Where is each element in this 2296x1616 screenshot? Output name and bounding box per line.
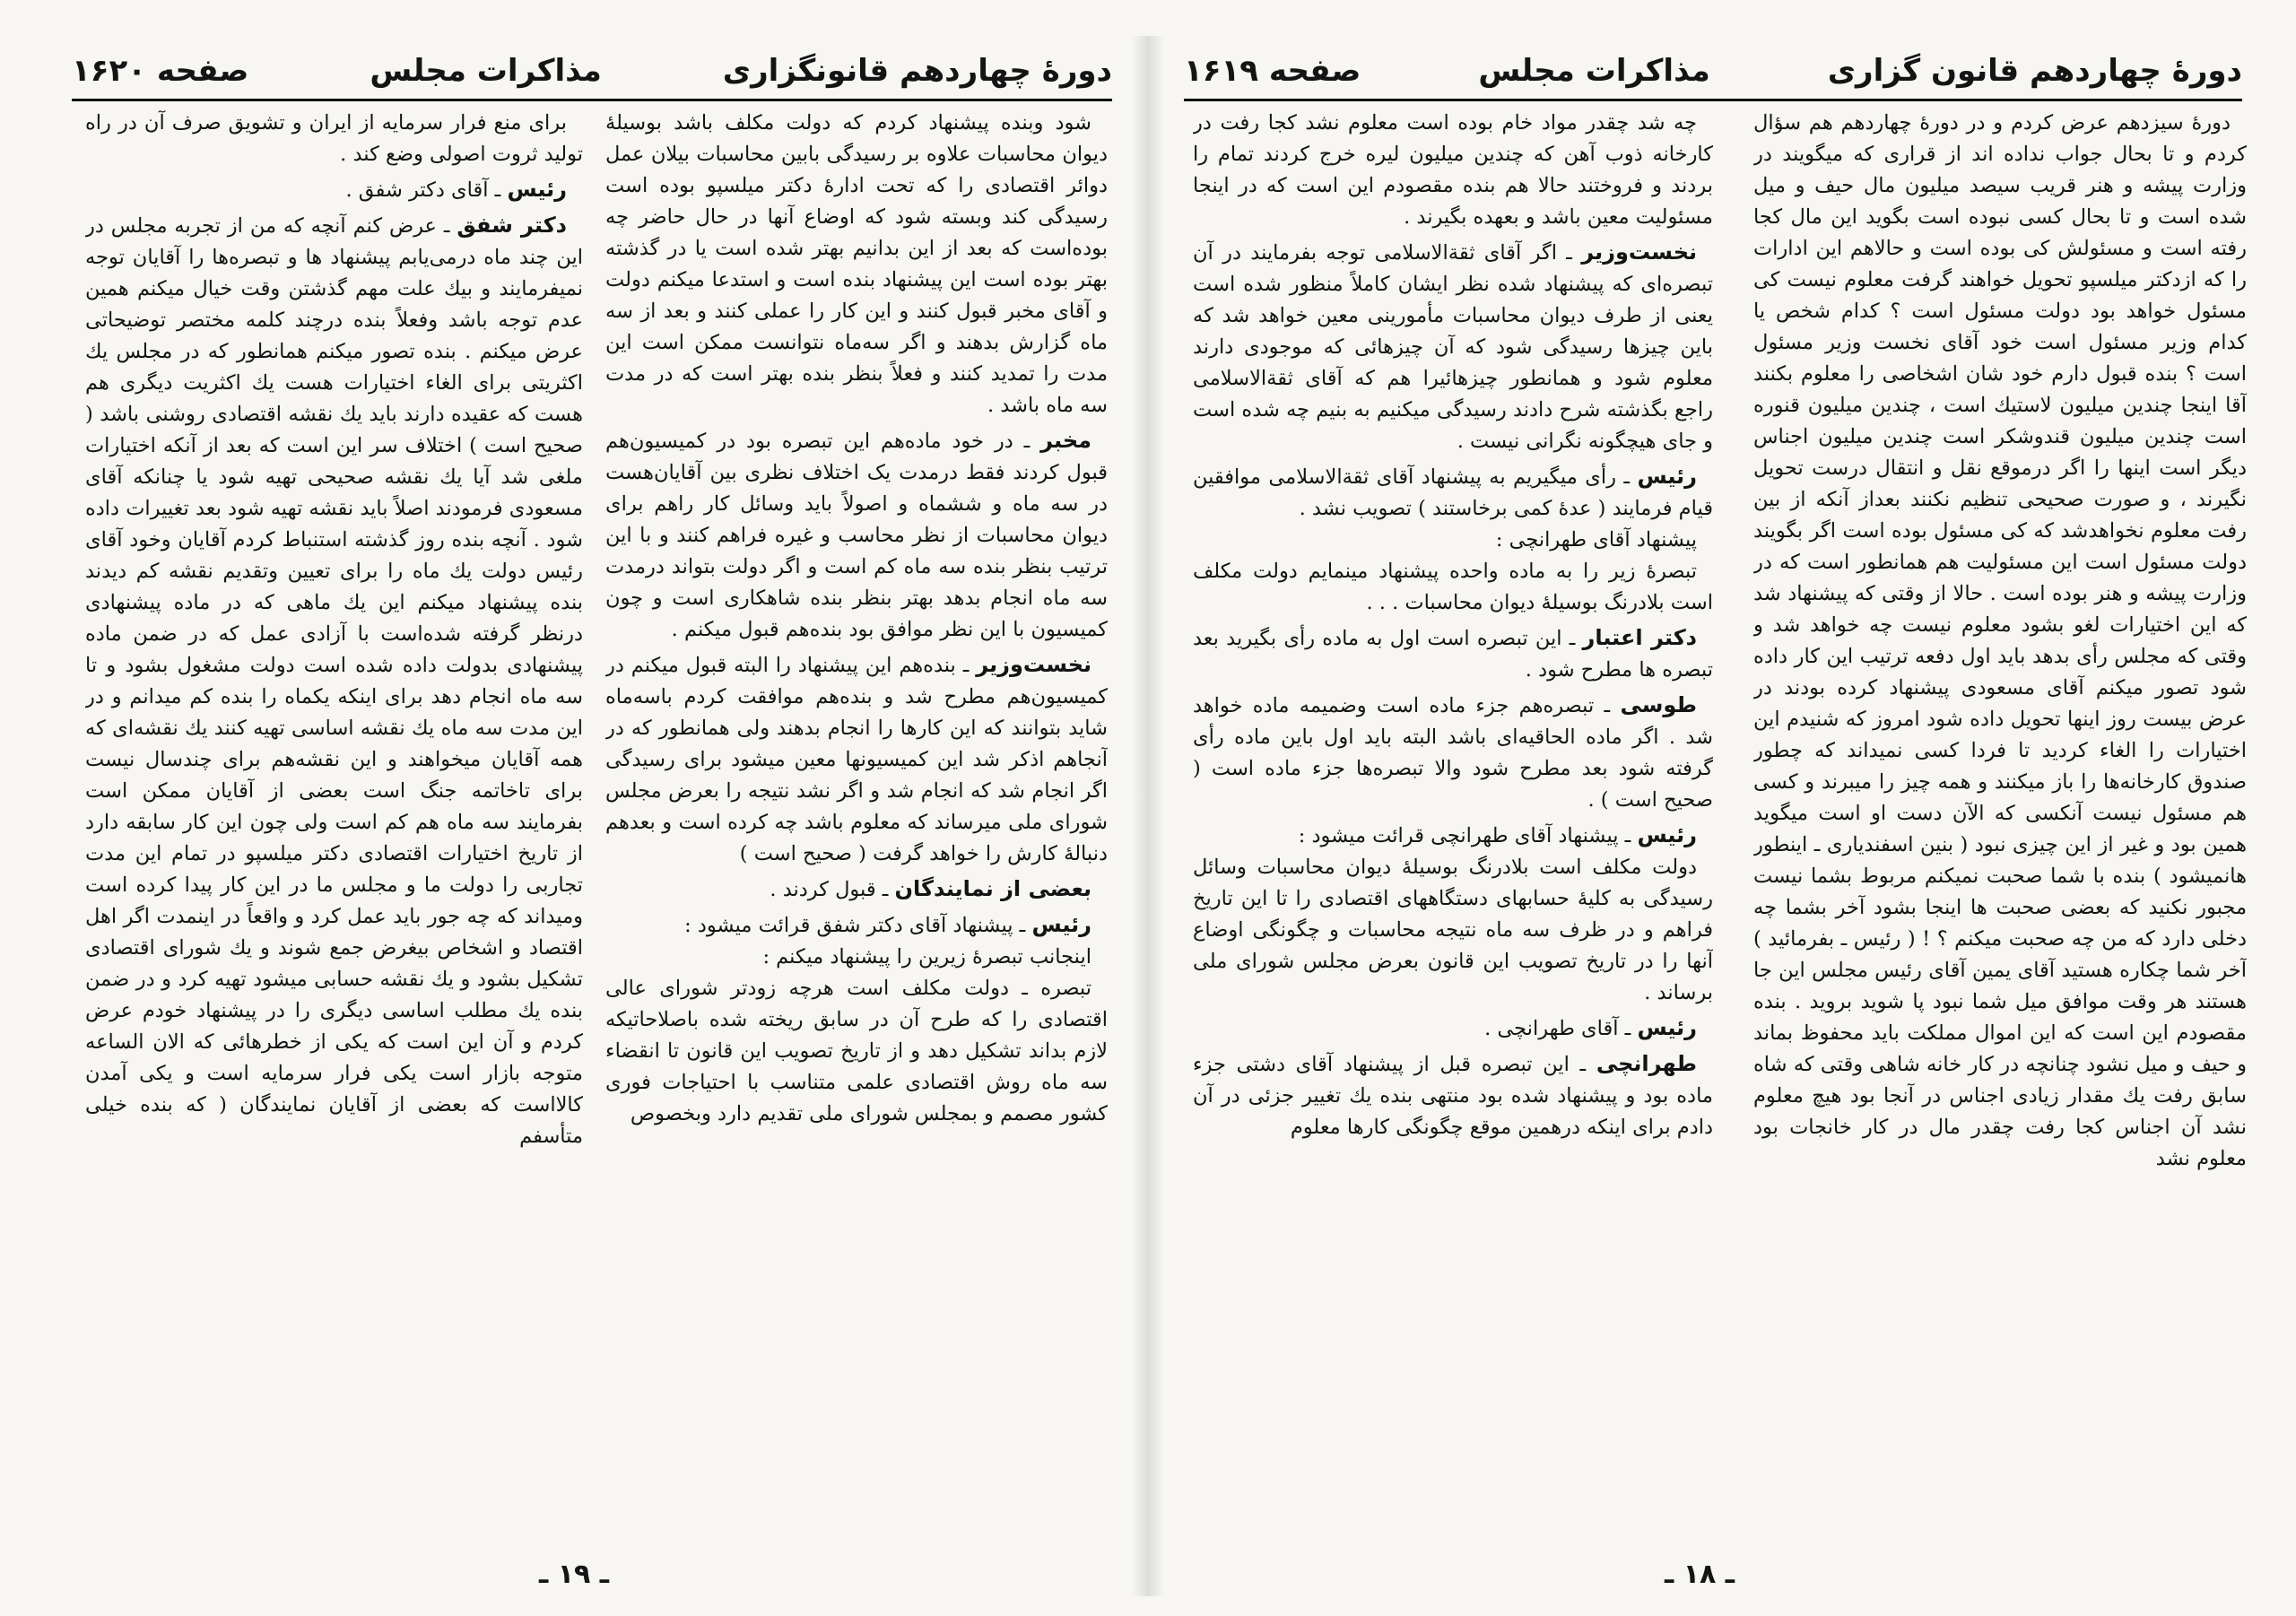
left-page-right-column (605, 108, 1108, 1542)
paragraph (605, 649, 1108, 870)
paragraph (605, 873, 1108, 906)
paragraph (1193, 852, 1713, 1009)
speaker-dash: ـ (1615, 465, 1638, 489)
paragraph (1193, 1048, 1713, 1143)
paragraph-text: اینجانب تبصرهٔ زیرین را پیشنهاد میکنم : (762, 945, 1091, 969)
paragraph-text: پیشنهاد آقای طهرانچی : (1495, 528, 1697, 552)
paragraph-text: عرض کنم آنچه که من از تجربه مجلس در این چند ماه درمی‌یابم پیشنهاد ها و تبصره‌ها را آقایان توجه نمیفرمایند و بیك علت مهم گذشتن وقت خیال میکنم همین عدم توجه باشد وفعلاً بنده درچند کلمه مختصر توضیحاتی عرض میکنم . بنده تصور میکنم همانطور که در مجلس یك اکثریتی برای الغاء اختیارات هست یك اکثریت دیگری هم هست که عقیده دارند باید یك نقشه اقتصادی روشنی باشد ( صحیح است ) اختلاف سر این است که بعد از آنکه اختیارات ملغی شد آیا یك نقشه صحیحی تهیه شود یا چنانکه آقای مسعودی فرمودند اصلاً باید نقشه تهیه شود بعد تغییرات داده شود . آنچه بنده روز گذشته استنباط کردم آقایان وخود آقای رئیس دولت یك ماه را برای تعیین وتقدیم نقشه کم دیدند بنده پیشنهاد میکنم این یك ماهی که در ماده پیشنهادی درنظر گرفته شده‌است با آزادی عمل که در ضمن ماده پیشنهادی بدولت داده شده است دولت مشغول بشود و تا سه ماه انجام دهد برای اینکه یکماه را بنده کم میدانم و در این مدت سه ماه یك نقشه اساسی تهیه کنند یك نقشه‌ای که همه آقایان میخواهند و این نقشه‌هم برای چندسال نیست برای تاخاتمه جنگ است بعضی از آقایان ممکن است بفرمایند سه ماه هم کم است ولی چون این کار سابقه دارد از تاریخ اختیارات اقتصادی دکتر میلسپو در تمام این مدت تجاربی را دولت ما و مجلس ما در این کار پیدا کرده است ومیداند که چه جور باید عمل کرد و واقعاً در اینمدت اگر اهل اقتصاد و اشخاص بیغرض جمع شوند و یك شورای اقتصادی تشکیل بشود و یك نقشه حسابی میشود تهیه کرد و در ضمن بنده یك مطلب اساسی دیگری را در پیشنهاد خودم عرض کردم و آن این است که یکی از خطرهائی که الا‌ن الساعه متوجه بازار است یکی فرار سرمایه است و یکی آمدن کالااست که بعضی از آقایان نمایندگان ( که بنده خیلی متأسفم (85, 214, 583, 1148)
paragraph-text: تبصره ـ دولت مکلف است هرچه زودتر شورای عالی اقتصادی را که طرح آن در سابق ریخته شده باصلاحاتیکه لازم بداند تشکیل دهد و از تاریخ تصویب این قانون تا انقضاء سه ماه روش اقتصادی علمی متناسب با احتیاجات فوری کشور مصمم و بمجلس شورای ملی تقدیم دارد وبخصوص (605, 977, 1108, 1125)
paragraph (1193, 820, 1713, 852)
paragraph-text: در خود ماده‌هم این تبصره بود در کمیسیون‌هم قبول کردند فقط درمدت یک اختلاف نظری بین آقایان‌هست در سه ماه و ششماه و اصولاً باید وسائل کار راهم برای دیوان محاسبات از نظر محاسب و غیره فراهم کنند و با این ترتیب بنظر بنده سه ماه کم است و اگر دولت بتواند درمدت سه ماه انجام بدهد بهتر بنظر بنده شاهکاری است و چون کمیسیون با این نظر موافق بود بنده‌هم قبول میکنم . (605, 430, 1108, 641)
paragraph-text: تبصرهٔ زیر را به ماده واحده پیشنهاد مینمایم دولت مکلف است بلادرنگ بوسیلهٔ دیوان محاسبات . . . (1193, 560, 1713, 614)
right-folio: ـ ۱۸ ـ (1664, 1559, 1735, 1590)
paragraph (1193, 525, 1713, 556)
speaker-dash: ـ (1556, 241, 1582, 265)
speaker-name: مخبر (1040, 428, 1091, 453)
paragraph (1753, 108, 2247, 1175)
speaker-dash: ـ (488, 178, 508, 202)
paragraph (605, 973, 1108, 1130)
speaker-name: نخست‌وزیر (1581, 239, 1698, 265)
paragraph (605, 909, 1108, 942)
speaker-dash: ـ (1618, 824, 1638, 847)
left-session-title: دورهٔ چهاردهم قانونگزاری (722, 53, 1112, 89)
paragraph (1193, 622, 1713, 686)
left-center-title: مذاکرات مجلس (370, 53, 602, 89)
speaker-dash: ـ (955, 654, 977, 677)
paragraph-text: بنده‌هم این پیشنهاد را البته قبول میکنم در کمیسیون‌هم مطرح شد و بنده‌هم موافقت کردم باسه‌ماه شاید بتوانند که این کارها را انجام بدهند ولی همانطور که در آنجاهم اذکر شد این کمیسیونها معین میشود برای رسیدگی اگر انجام شد که انجام شد و اگر نشد نتیجه را بعرض مجلس شورای ملی میرساند که معلوم باشد چه کرده است و بعدهم دنبالهٔ کارش را خواهد گرفت ( صحیح است ) (605, 654, 1108, 865)
paragraph (1193, 556, 1713, 619)
paragraph-text: اگر آقای ثقة‌الاسلامی توجه بفرمایند در آن تبصره‌ای که پیشنهاد شده نظر ایشان کاملاً منظور شده است یعنی از طرف دیوان محاسبات مأمورینی معین خواهد شد که باین چیزها رسیدگی شود که آن چیزهائی که موجودی دارند معلوم شود و همانطور چیزهائیرا هم که آقای ثقة‌الاسلامی راجع بگذشته شرح دادند رسیدگی میکنیم به بنیم چه شده است و جای هیچگونه نگرانی نیست . (1193, 241, 1713, 453)
right-page (1161, 0, 2296, 1616)
speaker-name: طهرانچی (1596, 1051, 1698, 1076)
speaker-name: نخست‌وزیر (976, 652, 1091, 677)
book-gutter (1132, 36, 1164, 1596)
speaker-dash: ـ (1594, 694, 1621, 717)
speaker-name: بعضی از نمایندگان (894, 876, 1091, 901)
right-page-left-column (1193, 108, 1713, 1542)
left-header-rule (72, 99, 1112, 101)
paragraph-text: این تبصره است اول به ماده رأی بگیرید بعد تبصره ها مطرح شود . (1193, 627, 1713, 682)
left-page-header (72, 45, 1112, 97)
paragraph-text: دورهٔ سیزدهم عرض کردم و در دورهٔ چهاردهم هم سؤال کردم و تا بحال جواب نداده اند از قراری که میگویند در وزارت پیشه و هنر قریب سیصد میلیون مال حیف و میل شده است و تا بحال کسی نبوده است بگوید این مال کجا رفته است و مسئولش کی بوده است و حالاهم این ادارات را که ازدکتر میلسپو تحویل خواهند گرفت معلوم نیست کی مسئول خواهد بود دولت مسئول است ؟ کدام شخص یا کدام وزیر مسئول است خود آقای نخست وزیر مسئول است ؟ بنده قبول دارم خود شان اشخاصی را معلوم بکنند آقا اینجا چندین میلیون لاستیك است ، چندین میلیون قنوره است چندین میلیون قندوشکر است چندین میلیون اجناس دیگر است اینها را اگر درموقع نقل و انتقال درست تحویل نگیرند ، و صورت صحیحی تنظیم نکنند بعداز آنکه از بین رفت معلوم نخواهدشد که کی مسئول بوده است اگر بگویند دولت مسئول است این مسئولیت هم همانطور است که در وزارت پیشه و هنر بوده است . حالا از وقتی که پیشنهاد شد که این اختیارات لغو بشود معلوم نیست چه خواهد شد و وقتی که مجلس رأی بدهد باید اول دفعه ترتیب این کار داده شود تصور میکنم آقای مسعودی پیشنهاد کرده بودند در عرض بیست روز اینها تحویل داده شود امروز که شنیدم این اختیارات را الغاء کردید تا فردا کسی نمیداند که چطور صندوق کارخانه‌ها را باز میکنند و همه چیز را میبرند و کسی هم مسئول نیست آنکسی که الآن دست او است میگوید همین بود و غیر از این چیزی نبود ( بنین اسفندیاری ـ اینطور هانمیشود ) بنده با شما صحبت نمیکنم مربوط بشما نیست مجبور نکنید که بعضی صحبت ها اینجا بشود آخر بشما چه دخلی دارد که من چه صحبت میکنم ؟ ! ( رئیس ـ بفرمائید ) آخر شما چکاره هستید آقای یمین آقای رئیس مجلس این جا هستند هر وقت موافق میل شما نبود پا شوید بروید . بنده مقصودم این است که این اموال مملکت باید محفوظ بماند و حیف و میل نشود چنانچه در کار خانه شاهی وقتی که شاه سابق رفت یك مقدار زیادی اجناس در آنجا بود هیچ معلوم نشد آن اجناس کجا رفت چقدر مال در کار خانجات بود معلوم نشد (1753, 111, 2247, 1170)
paragraph-text: پیشنهاد آقای دکتر شفق قرائت میشود : (684, 914, 1013, 937)
paragraph-text: این تبصره قبل از پیشنهاد آقای دشتی جزء ماده بود و پیشنهاد شده بود منتهی بنده یك تغییر جزئی در آن دادم برای اینکه درهمین موقع چگونگی کارها معلوم (1193, 1053, 1713, 1139)
speaker-name: رئیس (1637, 822, 1697, 847)
speaker-name: رئیس (507, 177, 567, 202)
paragraph (605, 108, 1108, 421)
paragraph-text: دولت مکلف است بلادرنگ بوسیلهٔ دیوان محاسبات وسائل رسیدگی به کلیهٔ حسابهای دستگاههای اقتصادی را تا این تاریخ فراهم و در ظرف سه ماه نتیجه محاسبات و چگونگی اوضاع آنها را در تاریخ تصویب این قانون بعرض مجلس شورای ملی برساند . (1193, 856, 1713, 1004)
paragraph-text: تبصره‌هم جزء ماده است وضمیمه ماده خواهد شد . اگر ماده الحاقیه‌ای باشد البته باید اول باین ماده رأی گرفته شود بعد مطرح شود والا تبصره‌ها جزء ماده است ( صحیح است ) . (1193, 694, 1713, 812)
right-header-rule (1184, 99, 2242, 101)
paragraph (85, 210, 583, 1152)
paragraph (85, 174, 583, 206)
speaker-name: رئیس (1637, 464, 1697, 489)
speaker-name: طوسی (1620, 692, 1697, 717)
paragraph-text: چه شد چقدر مواد خام بوده است معلوم نشد کجا رفت در کارخانه ذوب آهن که چندین میلیون لیره خرج کردند تمام را بردند و فروختند حالا هم بنده مقصودم این است که در اینجا مسئولیت معین باشد و بعهده بگیرند . (1193, 111, 1713, 229)
speaker-dash: ـ (1013, 914, 1032, 937)
paragraph-text: آقای دکتر شفق . (345, 178, 489, 202)
speaker-dash: ـ (436, 214, 457, 238)
paragraph-text: شود وبنده پیشنهاد کردم که دولت مکلف باشد بوسیلهٔ دیوان محاسبات علاوه بر رسیدگی بابین محاسبات بیلان عمل دوائر اقتصادی را که تحت ادارهٔ دکتر میلسپو بوده است رسیدگی کند وبسته شود که اوضاع آنها در حال حاضر چه بوده‌است که بعد از این بدانیم بهتر شده است یا در گذشته بهتر بوده است این پیشنهاد بنده است و استدعا میکنم دولت و آقای مخبر قبول کنند و این کار را عملی کنند و بعد از سه ماه گزارش بدهند و اگر سه‌ماه نتوانست ممکن است این مدت را تمدید کنند و فعلاً بنظر بنده بهتر است که در مدت سه ماه باشد . (605, 111, 1108, 417)
paragraph (85, 108, 583, 170)
paragraph (605, 425, 1108, 646)
speaker-name: دکتر شفق (457, 213, 567, 238)
speaker-dash: ـ (1561, 627, 1583, 650)
right-center-title: مذاکرات مجلس (1478, 53, 1710, 89)
paragraph (1193, 237, 1713, 457)
paragraph-text: پیشنهاد آقای طهرانچی قرائت میشود : (1298, 824, 1619, 847)
paragraph (605, 942, 1108, 973)
speaker-name: دکتر اعتبار (1582, 625, 1697, 650)
left-folio: ـ ۱۹ ـ (538, 1559, 610, 1590)
speaker-name: رئیس (1637, 1015, 1697, 1040)
paragraph-text: آقای طهرانچی . (1484, 1017, 1619, 1040)
paragraph-text: برای منع فرار سرمایه از ایران و تشویق صرف آن در راه تولید ثروت اصولی وضع کند . (85, 111, 583, 166)
right-page-number: صفحه ۱۶۱۹ (1184, 53, 1361, 89)
left-page-left-column (85, 108, 583, 1542)
paragraph (1193, 1012, 1713, 1045)
speaker-dash: ـ (1013, 430, 1041, 453)
left-page-number: صفحه ۱۶۲۰ (72, 53, 249, 89)
right-page-right-column (1753, 108, 2247, 1542)
right-session-title: دورهٔ چهاردهم قانون گزاری (1827, 53, 2242, 89)
paragraph (1193, 108, 1713, 233)
speaker-dash: ـ (875, 878, 895, 901)
paragraph-text: قبول کردند . (770, 878, 876, 901)
speaker-name: رئیس (1031, 912, 1091, 937)
speaker-dash: ـ (1569, 1053, 1596, 1076)
right-page-header (1184, 45, 2242, 97)
paragraph-text: رأی میگیریم به پیشنهاد آقای ثقة‌الاسلامی موافقین قیام فرمایند ( عدهٔ کمی برخاستند ) تصویب نشد . (1193, 465, 1713, 520)
speaker-dash: ـ (1618, 1017, 1638, 1040)
paragraph (1193, 461, 1713, 525)
left-page (0, 0, 1135, 1616)
paragraph (1193, 690, 1713, 816)
